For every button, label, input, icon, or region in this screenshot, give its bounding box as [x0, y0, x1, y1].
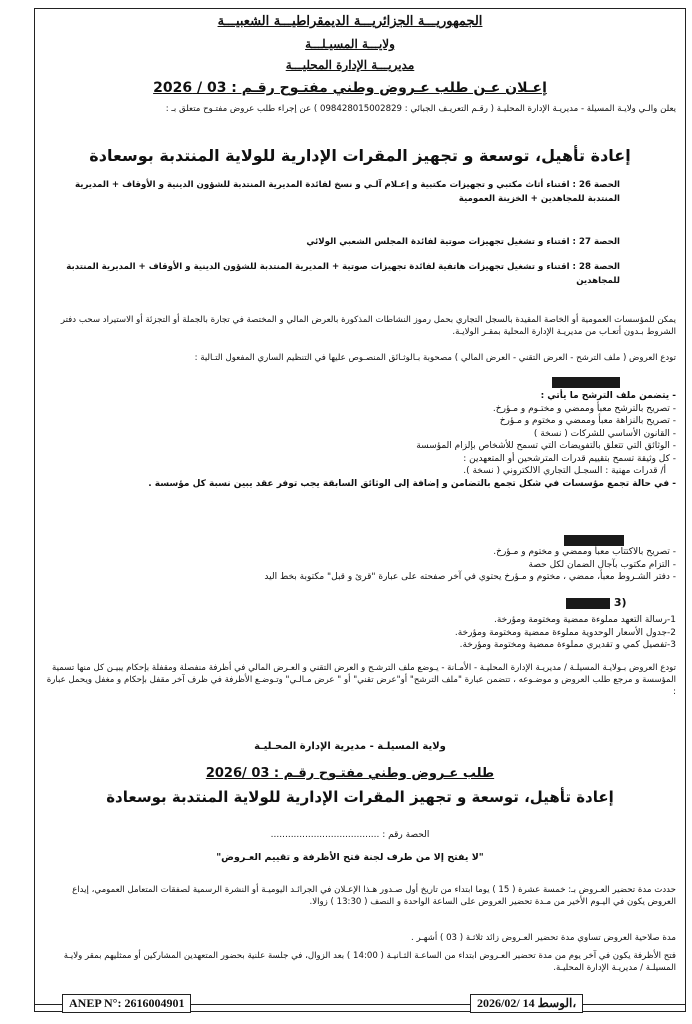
redacted-label-1	[552, 372, 620, 391]
wilaya-header: ولايـــة المسيـلـــة	[305, 37, 395, 51]
list-item: - التزام مكتوب بآجال الضمان لكل حصة	[528, 559, 676, 570]
candidacy-file-list	[120, 390, 676, 490]
list-item: - دفتر الشـروط معبأ، ممضي ، مختوم و مـؤرخ يحتوي في آخر صفحته على عبارة "قرئ و قبل" مكتوبة بخط اليد	[264, 572, 676, 582]
list-item: - الوثائق التي تتعلق بالتفويضات التي تسمح للأشخاص بإلزام المؤسسة	[416, 441, 676, 451]
directorate-header: مديريـــة الإدارة المحليـــة	[285, 58, 415, 72]
notice-intro: يعلن والـي ولايـة المسيلة - مديريـة الإدارة المحليـة ( رقـم التعريـف الجبائي : 098428015002829 ) عن إجراء طلب عروض مفتـوح متعلق بـ :	[165, 104, 676, 114]
preparation-duration: حددت مدة تحضير العـروض بـ: خمسة عشرة ( 15 ) يوما ابتداء من تاريخ أول صـدور هـذا الإعـلان في الجرائـد اليوميـة أو النشرة الرسمية لصفقات المتعامل العمومي، إيداع العروض يكون في اليـوم الأخير من مـدة تحضير العروض على الساعة الواحدة و النصف ( 13:30 ) زوالا.	[72, 885, 676, 907]
envelope-note: "لا يفتح إلا من طرف لجنة فتح الأظرفة و تقييم العـروض"	[216, 852, 484, 863]
republic-header: الجمهوريـــة الجزائريـــة الديمقراطيـــة الشعبيـــة	[217, 14, 483, 29]
notice-title: إعـلان عـن طلب عـروض وطني مفتـوح رقـم : 03 / 2026	[153, 80, 547, 96]
financial-offer-list	[220, 614, 676, 652]
candidacy-file-intro: - يتضمن ملف الترشح ما يأتي :	[540, 391, 676, 401]
anep-number-box: ANEP N°: 2616004901	[62, 994, 191, 1013]
deposit-paragraph: تودع العروض بـولايـة المسيلـة / مديريـة الإدارة المحليـة - الأمـانة - يـوضع ملف الترشـح و العرض التقني و العـرض المالي في أظرفة منفصلة ومقفلة بإحكام يبيـن كل منها تسمية المؤسسة و مرجع طلب العروض و موضـوعه ، تتضمن عبارة "ملف الترشح" أو"عرض تقني" أو " عرض مـالـي" وتـوضـع الأظرفة في ظرف آخر مقفل بإحكام و مغفل ويحمل عبارة :	[46, 663, 676, 697]
list-item: 3-تفصيل كمي و تقديري مملوءة ممضية ومختومة ومؤرخة.	[459, 640, 676, 650]
deposit-rule: تودع العروض ( ملف الترشح - العرض التقني - العرض المالي ) مصحوبة بـالوثـائق المنصـوص عليها في التنظيم الساري المفعول التـالية :	[194, 353, 676, 363]
publication-date: 2026/02/ 14	[477, 996, 535, 1010]
newspaper-name: الوسط،	[537, 996, 577, 1010]
offer-validity: مدة صلاحية العروض تساوي مدة تحضير العـروض زائد ثلاثـة ( 03 ) أشهـر .	[410, 933, 676, 943]
envelope-header: ولاية المسيلـة - مديرية الإدارة المحـليـة	[254, 741, 446, 752]
publication-box	[470, 994, 583, 1013]
list-item: - في حالة تجمع مؤسسات في شكل تجمع بالتضامن و إضافة إلى الوثائق السابقة يجب توفر عقد يبين نسبة كل مؤسسة .	[148, 478, 676, 489]
lot-27: الحصة 27 : اقتناء و تشغيل تجهيزات صوتية لفائدة المجلس الشعبي الولائي	[306, 237, 620, 247]
project-title: إعادة تأهيل، توسعة و تجهيز المقرات الإدارية للولاية المنتدبة بوسعادة	[89, 146, 631, 165]
financial-offer-heading	[566, 596, 627, 609]
list-item: - تصريح بالاكتتاب معبأ وممضي و مختوم و مـؤرخ.	[493, 547, 676, 557]
envelope-title: طلب عـروض وطني مفتـوح رقـم : 03 /2026	[205, 766, 495, 781]
envelope-project: إعادة تأهيل، توسعة و تجهيز المقرات الإدارية للولاية المنتدبة بوسعادة	[106, 788, 614, 806]
list-item: 2-جدول الأسعار الوحدوية مملوءة ممضية ومختومة ومؤرخة.	[454, 627, 676, 638]
list-item: - القانون الأساسي للشركات ( نسخة )	[533, 428, 676, 439]
list-item: - تصريح بالنزاهة معبأ وممضي و مختوم و مـؤرخ	[499, 416, 676, 426]
section-3-number: 3)	[613, 596, 627, 609]
eligibility-text: يمكن للمؤسسات العمومية أو الخاصة المقيدة بالسجل التجاري بحمل رموز النشاطات المذكورة بالعرض المالي و المختصة في تجارة بالجملة أو التجزئة أو الاستيراد سحب دفتر الشروط بـدون أتعـاب من مديريـة الإدارة المحلية بمقـر الولايـة.	[60, 315, 676, 337]
list-item: - كل وثيقة تسمح بتقييم قدرات المترشحين أو المتعهدين :	[463, 453, 676, 464]
list-item: - تصريح بالترشح معبأ وممضي و مختـوم و مـؤرخ.	[492, 403, 676, 414]
list-item: 1-رسالة التعهد مملوءة ممضية ومختومة ومؤرخة.	[493, 615, 676, 625]
technical-offer-list	[120, 546, 676, 584]
envelope-lot-line: الحصة رقم : ......................................	[270, 830, 430, 840]
lot-28: الحصة 28 : اقتناء و تشغيل تجهيزات هاتفية لفائدة تجهيزات صوتية + المديرية المنتدبة للشؤون الدينية و الأوقاف + المديرية المنتدبة للمجاهدين	[66, 262, 620, 286]
lot-26: الحصة 26 : اقتناء أثاث مكتبي و تجهيزات مكتبية و إعـلام آلـي و نسخ لفائدة المديرية المنتدبة للشؤون الدينية و الأوقاف + المديرية المنتدبة للمجاهدين + الخزينة العمومية	[75, 180, 620, 204]
list-item: أ/ قدرات مهنية : السجـل التجاري الالكتروني ( نسخة ).	[463, 466, 666, 476]
opening-session: فتح الأظرفة يكون في آخر يوم من مدة تحضير العـروض ابتداء من الساعـة الثـانيـة ( 14:00 ) بعد الزوال، في جلسة علنية بحضور المتعهدين المشاركين أو ممثليهم بمقر ولايـة المسيلـة / مديريـة الإدارة المحليـة.	[63, 951, 676, 973]
